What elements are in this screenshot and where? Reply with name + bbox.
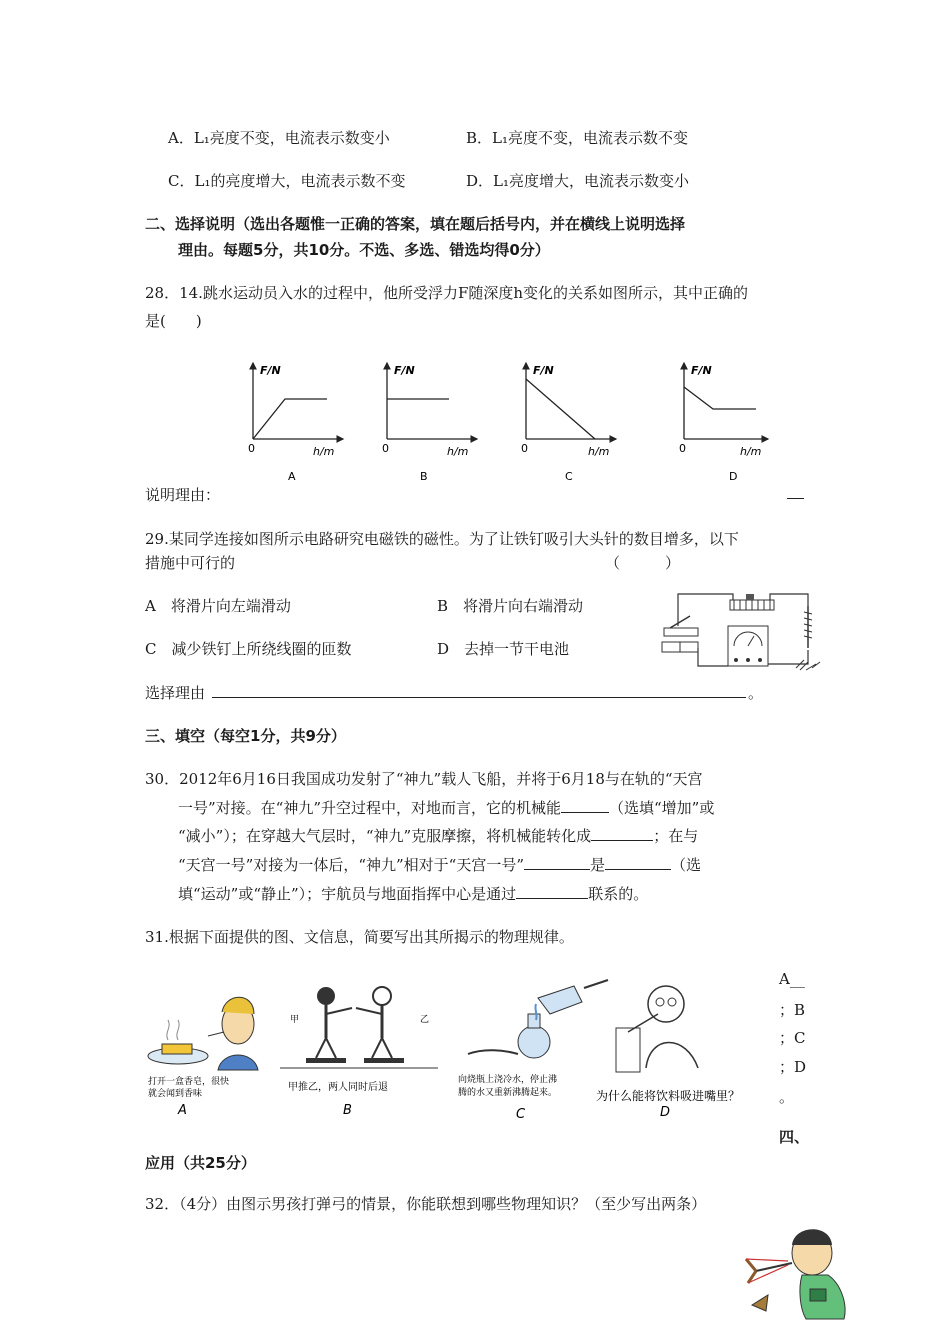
q28-c-letter: C — [565, 470, 573, 483]
q31-answer-end: 。 — [779, 1088, 795, 1106]
q29-circuit-figure — [658, 586, 838, 676]
q29-stem-line1: 29.某同学连接如图所示电路研究电磁铁的磁性。为了让铁钉吸引大头针的数目增多，以下 — [145, 530, 739, 548]
q29-reason-end: 。 — [748, 684, 764, 702]
q30-blank-4 — [605, 855, 671, 870]
q29-option-c: C 减少铁钉上所绕线圈的匝数 — [145, 640, 352, 658]
q30-blank-2 — [591, 826, 653, 841]
q28-graph-b — [382, 363, 477, 483]
q31-illustrations-figure — [138, 958, 765, 1124]
q28-stem-line1: 28．14.跳水运动员入水的过程中，他所受浮力F随深度h变化的关系如图所示，其中正确的 — [145, 284, 749, 302]
q31-person-jia: 甲 — [290, 1015, 300, 1025]
q28-d-origin: 0 — [679, 442, 686, 455]
q29-option-b: B 将滑片向右端滑动 — [437, 597, 584, 615]
q30-line2-tail: （选填“增加”或 — [609, 799, 715, 817]
q28-b-origin: 0 — [382, 442, 389, 455]
flask-cold-water-illustration-icon — [458, 980, 608, 1122]
q31-caption-a1: 打开一盒香皂，很快 — [148, 1077, 230, 1087]
q27-option-d: D．L₁亮度增大，电流表示数变小 — [466, 172, 690, 190]
section4-heading: 应用（共25分） — [145, 1154, 256, 1172]
q28-reason-label: 说明理由： — [145, 486, 221, 504]
q31-answer-d: ；D — [779, 1058, 807, 1076]
q30-line5-tail: 联系的。 — [588, 885, 649, 903]
q30-line2 — [178, 797, 714, 818]
skateboard-push-illustration-icon — [280, 987, 438, 1118]
q27-option-c: C．L₁的亮度增大，电流表示数不变 — [168, 172, 406, 190]
q30-line2-text: 一号”对接。在“神九”升空过程中，对地而言，它的机械能 — [178, 799, 562, 817]
q28-d-xlabel: h/m — [740, 445, 762, 458]
q31-answer-c: ；C — [779, 1029, 806, 1047]
section4-prefix: 四、 — [779, 1128, 810, 1146]
section2-heading-line2: 理由。每题5分，共10分。不选、多选、错选均得0分） — [178, 241, 550, 259]
q29-reason-blank — [212, 697, 746, 698]
q31-stem: 31.根据下面提供的图、文信息，简要写出其所揭示的物理规律。 — [145, 928, 574, 946]
q28-c-ylabel: F/N — [533, 364, 554, 377]
q28-a-xlabel: h/m — [313, 445, 335, 458]
q31-letter-b: B — [343, 1103, 352, 1118]
q30-line1: 30．2012年6月16日我国成功发射了“神九”载人飞船，并将于6月18与在轨的“天宫 — [145, 770, 703, 788]
q31-caption-c1: 向烧瓶上浇冷水，停止沸 — [458, 1075, 558, 1085]
q29-stem-line2: 措施中可行的 — [145, 554, 236, 572]
q31-answer-a: A__ — [779, 970, 805, 988]
q28-graph-c — [521, 363, 616, 483]
q27-option-a: A．L₁亮度不变，电流表示数变小 — [168, 129, 390, 147]
q28-graphs-svg — [243, 357, 773, 485]
q28-b-ylabel: F/N — [394, 364, 415, 377]
q30-line5 — [178, 883, 648, 904]
q30-blank-3 — [524, 855, 590, 870]
q31-person-yi: 乙 — [420, 1015, 430, 1025]
q28-c-xlabel: h/m — [588, 445, 610, 458]
q28-a-origin: 0 — [248, 442, 255, 455]
straw-drinking-illustration-icon — [596, 986, 740, 1120]
q27-option-b: B．L₁亮度不变，电流表示数不变 — [466, 129, 688, 147]
q30-line5-text: 填“运动”或“静止”）；宇航员与地面指挥中心是通过 — [178, 885, 517, 903]
q28-d-ylabel: F/N — [691, 364, 712, 377]
q30-blank-5 — [516, 884, 588, 899]
q28-b-letter: B — [420, 470, 428, 483]
q28-a-ylabel: F/N — [260, 364, 281, 377]
q28-graphs-figure — [243, 357, 773, 485]
q29-option-d: D 去掉一节干电池 — [437, 640, 570, 658]
q28-b-xlabel: h/m — [447, 445, 469, 458]
section3-heading: 三、填空（每空1分，共9分） — [145, 727, 346, 745]
q30-line3-tail: ；在与 — [653, 827, 699, 845]
q31-letter-c: C — [516, 1107, 526, 1122]
q32-slingshot-figure — [732, 1219, 862, 1323]
circuit-illustration-icon — [658, 586, 838, 676]
q28-stem-line2: 是( ) — [145, 312, 202, 330]
q31-letter-a: A — [178, 1103, 187, 1118]
q28-graph-a — [248, 363, 343, 483]
section2-heading-line1: 二、选择说明（选出各题惟一正确的答案，填在题后括号内，并在横线上说明选择 — [145, 215, 686, 233]
q28-c-origin: 0 — [521, 442, 528, 455]
q28-a-letter: A — [288, 470, 296, 483]
q31-caption-a2: 就会闻到香味 — [148, 1089, 203, 1099]
q31-caption-c2: 腾的水又重新沸腾起来。 — [458, 1088, 558, 1098]
q30-line4-tail: （选 — [671, 856, 702, 874]
q31-letter-d: D — [660, 1105, 671, 1120]
q31-caption-d: 为什么能将饮料吸进嘴里？ — [596, 1089, 741, 1103]
q28-reason-blank — [787, 498, 804, 499]
q31-answer-b: ；B — [779, 1001, 806, 1019]
q30-blank-1 — [561, 798, 609, 813]
q29-reason-label: 选择理由 — [145, 684, 206, 702]
q30-line4-mid: 是 — [590, 856, 606, 874]
q30-line4-text: “天宫一号”对接为一体后，“神九”相对于“天宫一号” — [178, 856, 525, 874]
soap-smell-illustration-icon — [148, 997, 258, 1118]
q28-d-letter: D — [729, 470, 738, 483]
q29-answer-paren: （ ） — [605, 554, 681, 572]
q30-line3-text: “减小”）；在穿越大气层时，“神九”克服摩擦，将机械能转化成 — [178, 827, 592, 845]
q32-stem: 32．（4分）由图示男孩打弹弓的情景，你能联想到哪些物理知识？（至少写出两条） — [145, 1195, 707, 1213]
q30-line4 — [178, 854, 701, 875]
q31-caption-b: 甲推乙，两人同时后退 — [288, 1082, 388, 1093]
slingshot-boy-illustration-icon — [732, 1219, 862, 1323]
q29-option-a: A 将滑片向左端滑动 — [145, 597, 291, 615]
q28-graph-d — [679, 363, 768, 483]
q30-line3 — [178, 825, 698, 846]
q31-illustrations-svg — [138, 958, 765, 1124]
